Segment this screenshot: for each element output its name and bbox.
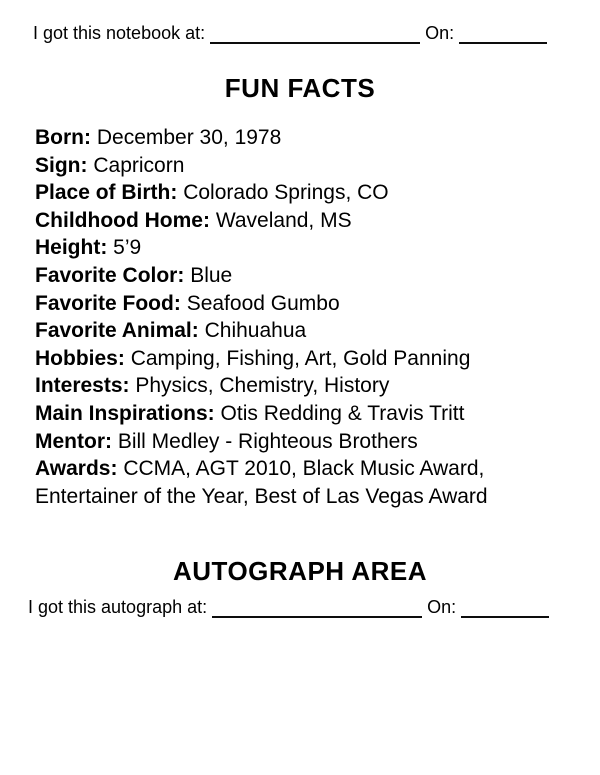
notebook-acquired-label: I got this notebook at: bbox=[33, 23, 206, 43]
notebook-acquired-line bbox=[0, 0, 600, 44]
fact-value: CCMA, AGT 2010, Black Music Award, Entertainer of the Year, Best of Las Vegas Award bbox=[35, 457, 488, 508]
autograph-acquired-line bbox=[0, 586, 600, 618]
fact-label: Place of Birth: bbox=[35, 181, 178, 205]
fact-value: Colorado Springs, CO bbox=[183, 181, 389, 205]
fact-label: Favorite Color: bbox=[35, 263, 185, 287]
fact-row bbox=[35, 345, 560, 373]
fact-value: Chihuahua bbox=[204, 319, 307, 343]
fact-value: Waveland, MS bbox=[215, 208, 352, 232]
fact-row bbox=[35, 372, 560, 400]
fact-row bbox=[35, 428, 560, 456]
fact-value: Physics, Chemistry, History bbox=[135, 374, 390, 398]
fact-row bbox=[35, 152, 560, 180]
fact-label: Mentor: bbox=[35, 429, 112, 453]
fact-value: Camping, Fishing, Art, Gold Panning bbox=[130, 346, 471, 370]
notebook-date-blank[interactable] bbox=[459, 30, 547, 44]
fact-row bbox=[35, 234, 560, 262]
fact-label: Childhood Home: bbox=[35, 208, 210, 232]
fact-value: Blue bbox=[190, 263, 233, 287]
fact-label: Sign: bbox=[35, 153, 88, 177]
fact-row bbox=[35, 317, 560, 345]
fact-label: Height: bbox=[35, 236, 108, 260]
autograph-area-title: AUTOGRAPH AREA bbox=[172, 556, 427, 587]
fact-row bbox=[35, 262, 560, 290]
fact-label: Interests: bbox=[35, 374, 130, 398]
fact-label: Main Inspirations: bbox=[35, 401, 215, 425]
fact-label: Favorite Food: bbox=[35, 291, 181, 315]
fact-value: Otis Redding & Travis Tritt bbox=[220, 401, 465, 425]
fact-value: Seafood Gumbo bbox=[186, 291, 340, 315]
notebook-on-label: On: bbox=[425, 23, 455, 43]
notebook-location-blank[interactable] bbox=[210, 30, 420, 44]
fact-row bbox=[35, 179, 560, 207]
fact-row bbox=[35, 455, 560, 510]
fact-value: Capricorn bbox=[93, 153, 185, 177]
fact-label: Hobbies: bbox=[35, 346, 125, 370]
fact-value: Bill Medley - Righteous Brothers bbox=[117, 429, 418, 453]
fact-row bbox=[35, 400, 560, 428]
fact-row bbox=[35, 290, 560, 318]
fun-facts-list bbox=[35, 124, 560, 510]
autograph-on-label: On: bbox=[427, 597, 457, 618]
fact-label: Born: bbox=[35, 126, 91, 149]
fact-value: December 30, 1978 bbox=[96, 126, 282, 149]
fact-row bbox=[35, 207, 560, 235]
autograph-date-blank[interactable] bbox=[461, 604, 549, 618]
fact-value: 5’9 bbox=[113, 236, 142, 260]
fact-label: Awards: bbox=[35, 457, 118, 481]
autograph-location-blank[interactable] bbox=[212, 604, 422, 618]
fun-facts-title: FUN FACTS bbox=[224, 73, 376, 103]
fact-row bbox=[35, 124, 560, 152]
fact-label: Favorite Animal: bbox=[35, 319, 199, 343]
autograph-acquired-label: I got this autograph at: bbox=[28, 597, 208, 618]
